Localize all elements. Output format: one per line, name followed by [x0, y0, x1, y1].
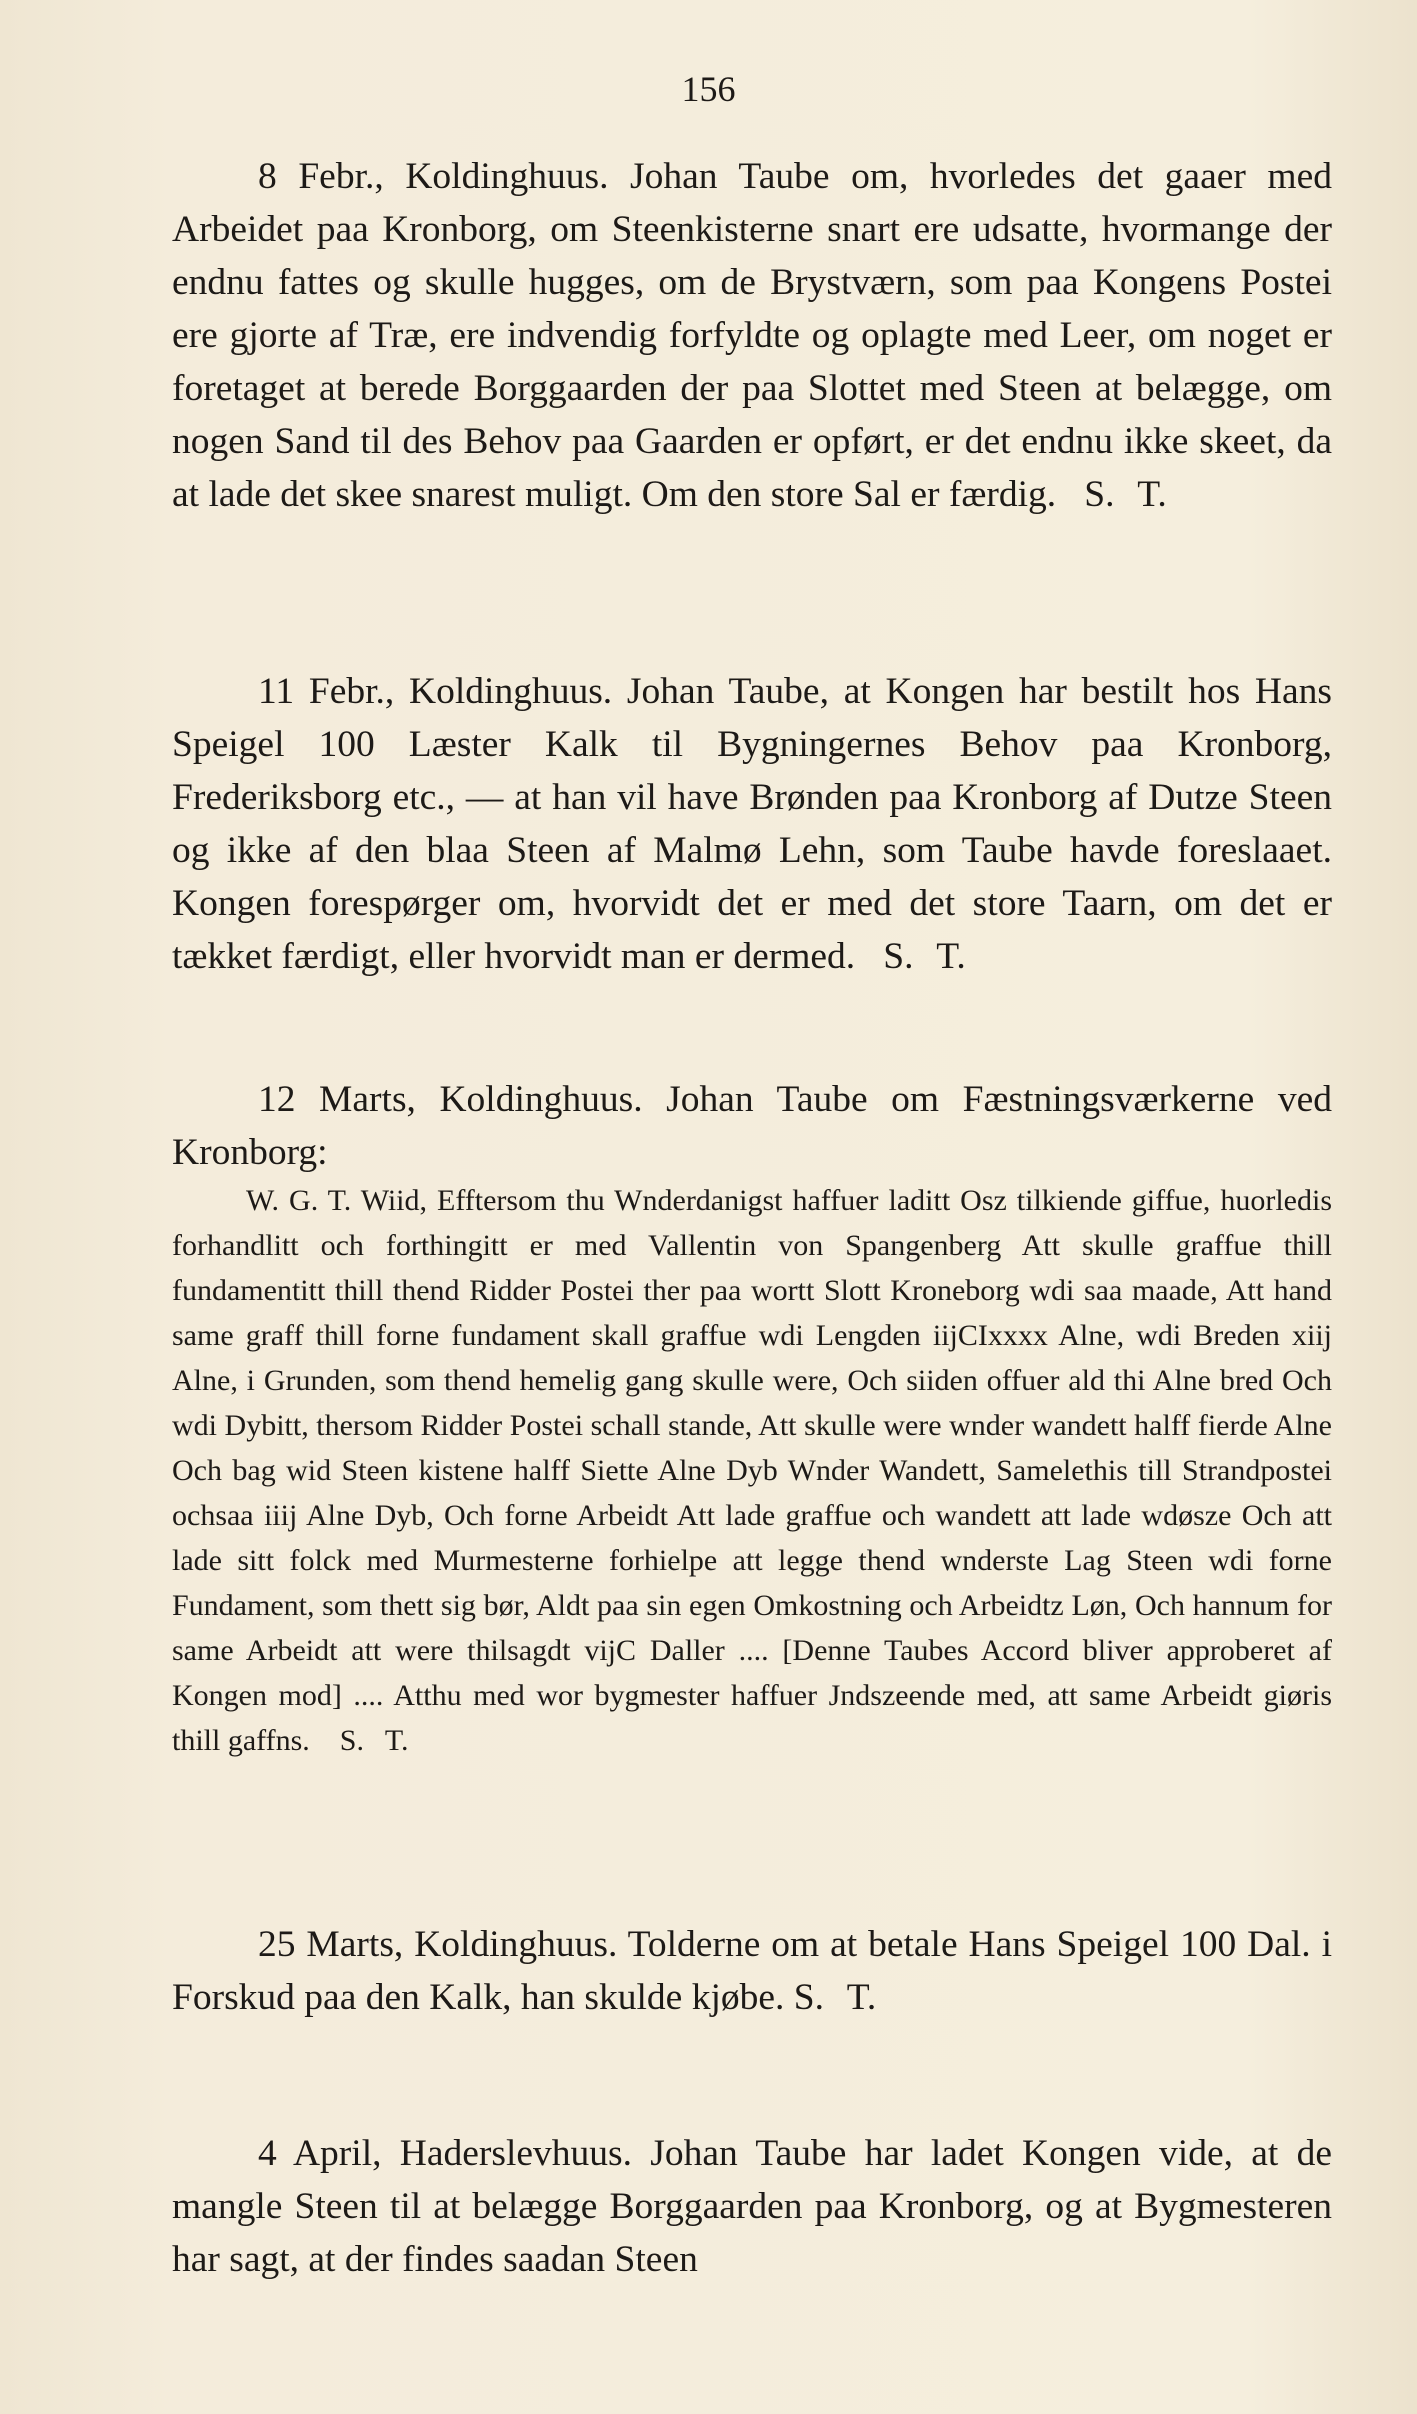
entry-12-marts: [172, 1073, 1332, 1179]
entry-text: 4 April, Haderslevhuus. Johan Taube har ladet Kongen vide, at de mangle Steen til at belægge Borggaarden paa Kronborg, og at Bygmesteren har sagt, at der findes saadan Steen: [172, 2133, 1332, 2280]
entry-signature: S. T.: [793, 1977, 877, 2018]
entry-4-april: [172, 2127, 1332, 2286]
entry-signature: S. T.: [1084, 474, 1167, 515]
entry-text: 12 Marts, Koldinghuus. Johan Taube om Fæstningsværkerne ved Kronborg:: [172, 1079, 1332, 1173]
entry-signature: S. T.: [883, 936, 966, 977]
entry-text: 8 Febr., Koldinghuus. Johan Taube om, hvorledes det gaaer med Arbeidet paa Kronborg, om Steenkisterne snart ere udsatte, hvormange der endnu fattes og skulle hugges, om de Brystværn, som paa Kongens Postei ere gjorte af Træ, ere indvendig forfyldte og oplagte med Leer, om noget er foretaget at berede Borggaarden der paa Slottet med Steen at belægge, om nogen Sand til des Behov paa Gaarden er opført, er det endnu ikke skeet, da at lade det skee snarest muligt. Om den store Sal er færdig.: [172, 156, 1332, 515]
page-number: 156: [681, 69, 736, 109]
quote-signature: S. T.: [339, 1724, 409, 1757]
entry-11-febr: [172, 665, 1332, 983]
entry-25-marts: [172, 1918, 1332, 2024]
entry-text: 25 Marts, Koldinghuus. Tolderne om at betale Hans Speigel 100 Dal. i Forskud paa den Kalk, han skulde kjøbe.: [172, 1924, 1332, 2018]
quote-text: W. G. T. Wiid, Efftersom thu Wnderdanigst haffuer laditt Osz tilkiende giffue, huorledis forhandlitt och forthingitt er med Vallentin von Spangenberg Att skulle graffue thill fundamentitt thill thend Ridder Postei ther paa wortt Slott Kroneborg wdi saa maade, Att hand same graff thill forne fundament skall graffue wdi Lengden iijCIxxxx Alne, wdi Breden xiij Alne, i Grunden, som thend hemelig gang skulle were, Och siiden offuer ald thi Alne bred Och wdi Dybitt, thersom Ridder Postei schall stande, Att skulle were wnder wandett halff fierde Alne Och bag wid Steen kistene halff Siette Alne Dyb Wnder Wandett, Samelethis till Strandpostei ochsaa iiij Alne Dyb, Och forne Arbeidt Att lade graffue och wandett att lade wdøsze Och att lade sitt folck med Murmesterne forhielpe att legge thend wnderste Lag Steen wdi forne Fundament, som thett sig bør, Aldt paa sin egen Omkostning och Arbeidtz Løn, Och hannum for same Arbeidt att were thilsagdt vijC Daller .... [Denne Taubes Accord bliver approberet af Kongen mod] .... Atthu med wor bygmester haffuer Jndszeende med, att same Arbeidt giøris thill gaffns.: [172, 1184, 1332, 1757]
entry-text: 11 Febr., Koldinghuus. Johan Taube, at Kongen har bestilt hos Hans Speigel 100 Læster Kalk til Bygningernes Behov paa Kronborg, Frederiksborg etc., — at han vil have Brønden paa Kronborg af Dutze Steen og ikke af den blaa Steen af Malmø Lehn, som Taube havde foreslaaet. Kongen forespørger om, hvorvidt det er med det store Taarn, om det er tækket færdigt, eller hvorvidt man er dermed.: [172, 671, 1332, 977]
entry-8-febr: [172, 150, 1332, 521]
quoted-letter: [172, 1178, 1332, 1763]
